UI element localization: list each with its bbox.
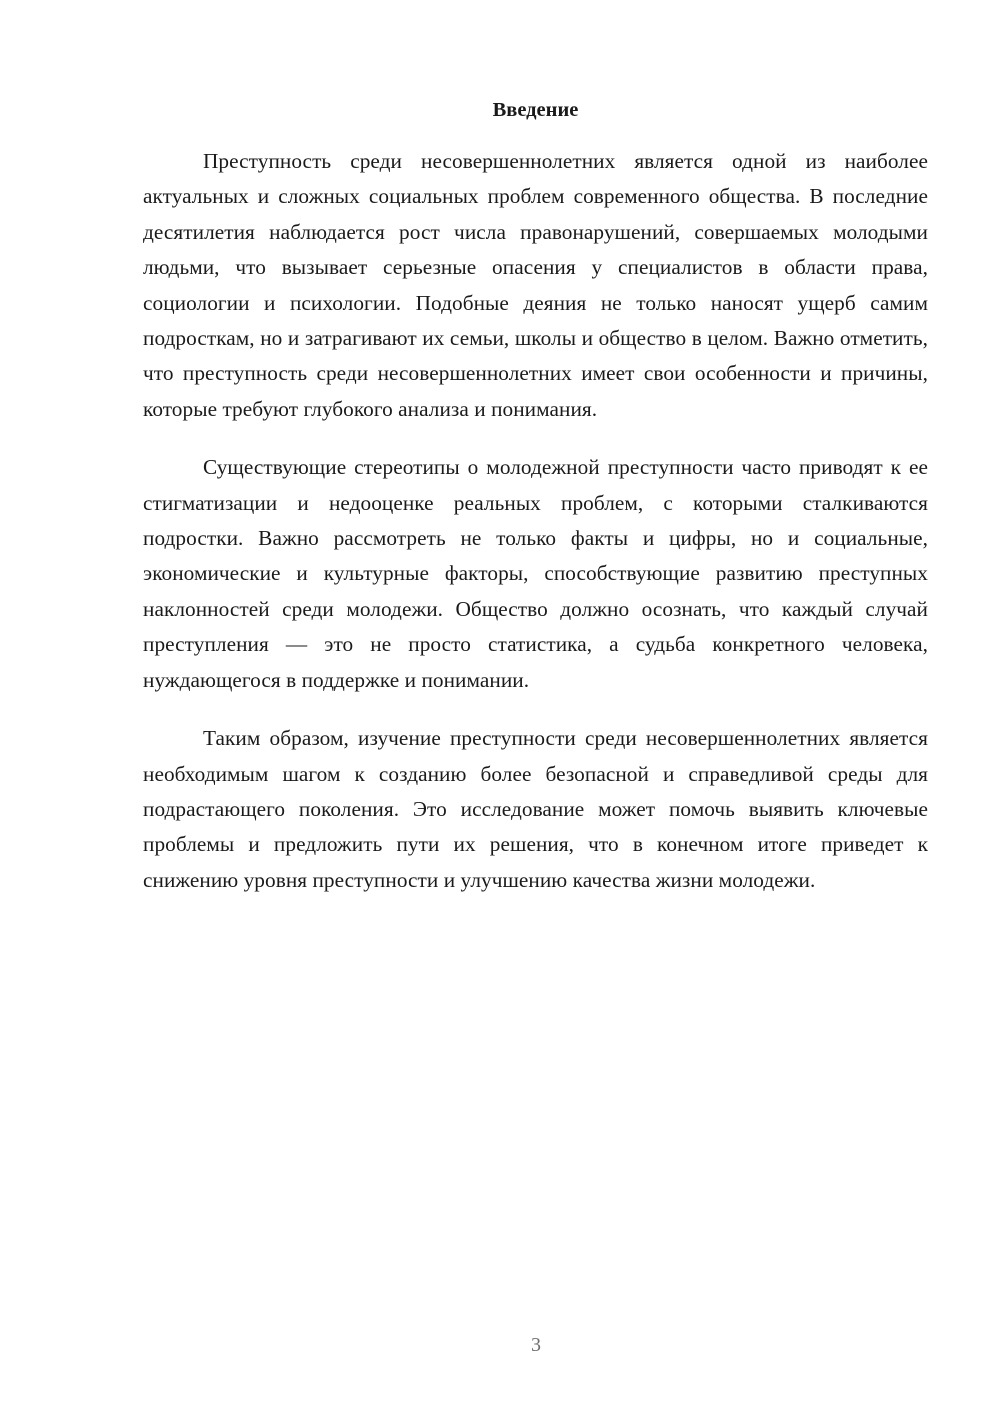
paragraph-2: Существующие стереотипы о молодежной преступности часто приводят к ее стигматизации и недооценке реальных проблем, с которыми сталкиваются подростки. Важно рассмотреть не только факты и цифры, но и социальные, экономические и культурные факторы, способствующие развитию преступных наклонностей среди молодежи. Общество должно осознать, что каждый случай преступления — это не просто статистика, а судьба конкретного человека, нуждающегося в поддержке и понимании.	[143, 455, 928, 692]
paragraph-1: Преступность среди несовершеннолетних является одной из наиболее актуальных и сложных социальных проблем современного общества. В последние десятилетия наблюдается рост числа правонарушений, совершаемых молодыми людьми, что вызывает серьезные опасения у специалистов в области права, социологии и психологии. Подобные деяния не только наносят ущерб самим подросткам, но и затрагивают их семьи, школы и общество в целом. Важно отметить, что преступность среди несовершеннолетних имеет свои особенности и причины, которые требуют глубокого анализа и понимания.	[143, 149, 928, 421]
page-number: 3	[531, 1334, 541, 1356]
section-heading: Введение	[492, 99, 579, 121]
page-content	[143, 95, 928, 898]
paragraph-3: Таким образом, изучение преступности среди несовершеннолетних является необходимым шагом к созданию более безопасной и справедливой среды для подрастающего поколения. Это исследование может помочь выявить ключевые проблемы и предложить пути их решения, что в конечном итоге приведет к снижению уровня преступности и улучшению качества жизни молодежи.	[143, 726, 928, 892]
